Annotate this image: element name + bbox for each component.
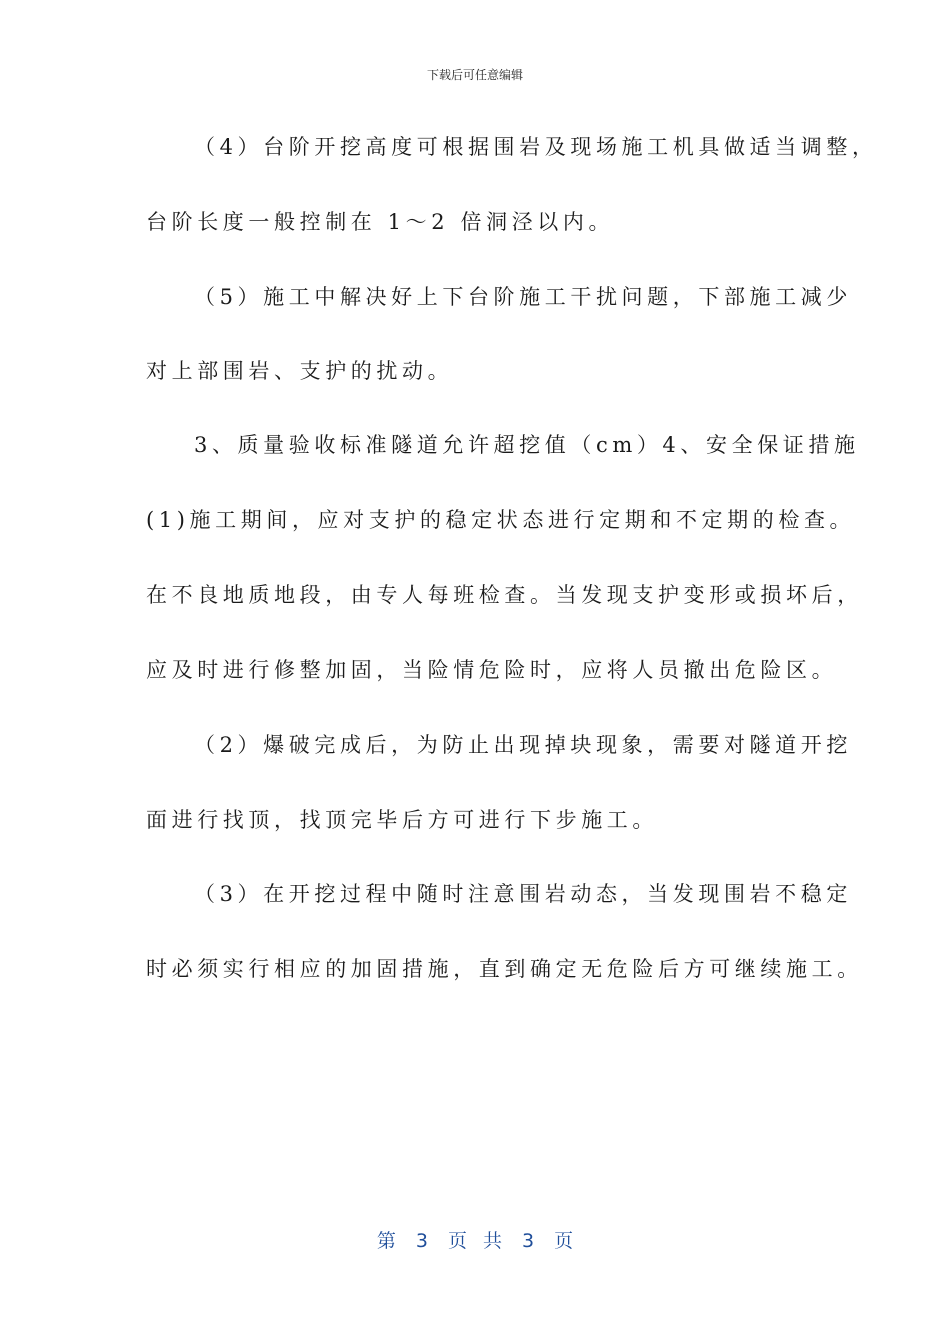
paragraph-line: （2）爆破完成后，为防止出现掉块现象，需要对隧道开挖 <box>194 733 852 757</box>
paragraph-line: （4）台阶开挖高度可根据围岩及现场施工机具做适当调整， <box>194 135 878 159</box>
paragraph-line: 在不良地质地段，由专人每班检查。当发现支护变形或损坏后， <box>146 583 863 607</box>
paragraph-line: （5）施工中解决好上下台阶施工干扰问题，下部施工减少 <box>194 285 852 309</box>
page-current: 3 <box>415 1230 428 1252</box>
paragraph-line: 时必须实行相应的加固措施，直到确定无危险后方可继续施工。 <box>146 957 863 981</box>
paragraph-line: 台阶长度一般控制在 1～2 倍洞泾以内。 <box>146 210 615 234</box>
paragraph-line: 3、质量验收标准隧道允许超挖值（cm）4、安全保证措施 <box>194 433 860 457</box>
header-note: 下载后可任意编辑 <box>426 68 523 82</box>
paragraph-line: （3）在开挖过程中随时注意围岩动态，当发现围岩不稳定 <box>194 882 852 906</box>
page-middle: 页 共 <box>447 1230 503 1252</box>
page-footer <box>0 1226 950 1253</box>
paragraph-line: 应及时进行修整加固，当险情危险时，应将人员撤出危险区。 <box>146 658 838 682</box>
page-suffix: 页 <box>554 1230 574 1252</box>
page-prefix: 第 <box>376 1230 396 1252</box>
paragraph-line: 对上部围岩、支护的扰动。 <box>146 359 454 383</box>
page-total: 3 <box>522 1230 535 1252</box>
paragraph-line: (1)施工期间，应对支护的稳定状态进行定期和不定期的检查。 <box>146 508 856 532</box>
paragraph-line: 面进行找顶，找顶完毕后方可进行下步施工。 <box>146 808 658 832</box>
